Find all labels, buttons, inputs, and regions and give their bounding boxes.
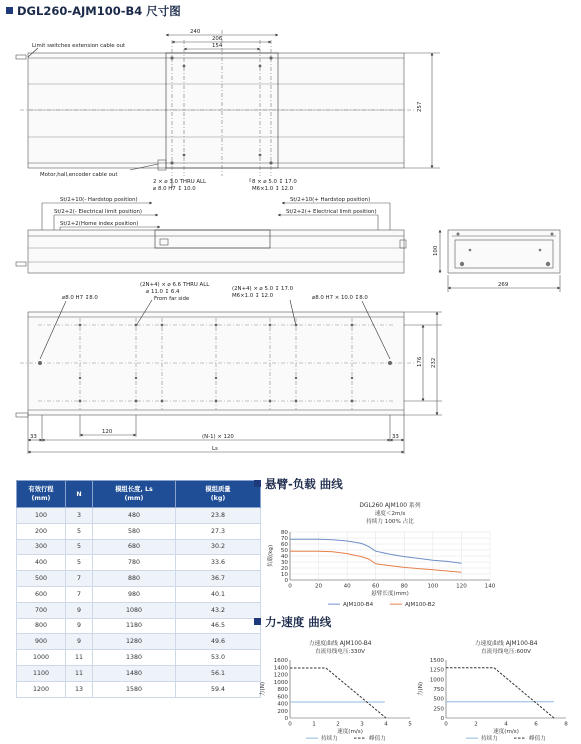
x-tick-label: 6 bbox=[534, 721, 538, 728]
table-row bbox=[17, 681, 261, 697]
legend-label: 持续力 bbox=[321, 736, 338, 742]
cell-mass: 56.1 bbox=[176, 665, 261, 681]
cell-mass: 33.6 bbox=[176, 555, 261, 571]
col-n: N bbox=[66, 481, 93, 508]
x-tick-label: 5 bbox=[408, 721, 412, 728]
force-bullet-icon bbox=[254, 618, 261, 625]
electrical-left-label: St/2+2(- Electrical limit position) bbox=[54, 209, 143, 215]
cell-stroke: 800 bbox=[17, 618, 66, 634]
y-tick-label: 80 bbox=[280, 530, 288, 536]
x-tick-label: 0 bbox=[288, 721, 292, 728]
cell-length: 1180 bbox=[93, 618, 176, 634]
cell-stroke: 500 bbox=[17, 571, 66, 587]
pin-right-label: ⌀8.0 H7 × 10.0 ↧8.0 bbox=[312, 295, 368, 301]
x-tick-label: 2 bbox=[474, 721, 478, 728]
table-row bbox=[17, 571, 261, 587]
x-tick-label: 4 bbox=[504, 721, 508, 728]
force-speed-chart-330v bbox=[256, 636, 416, 742]
x-tick-label: 2 bbox=[336, 721, 340, 728]
cell-length: 580 bbox=[93, 523, 176, 539]
x-axis-label: 悬臂长度(mm) bbox=[371, 591, 409, 598]
legend-label: AJM100-B2 bbox=[405, 602, 436, 608]
table-row bbox=[17, 508, 261, 524]
col-stroke: 有效行程 (mm) bbox=[17, 481, 66, 508]
cell-n: 9 bbox=[66, 602, 93, 618]
y-tick-label: 1600 bbox=[273, 658, 288, 664]
y-axis-label: 力(N) bbox=[418, 681, 424, 697]
y-tick-label: 40 bbox=[280, 554, 288, 560]
thru-note-1: 2 × ⌀ 3.0 THRU ALL bbox=[153, 179, 207, 185]
cell-length: 480 bbox=[93, 508, 176, 524]
cell-length: 1280 bbox=[93, 634, 176, 650]
chart-subtitle: 直流母线电压:330V bbox=[315, 649, 365, 656]
y-tick-label: 0 bbox=[284, 578, 288, 584]
table-row bbox=[17, 523, 261, 539]
y-tick-label: 750 bbox=[433, 687, 444, 693]
legend-label: 峰值力 bbox=[369, 736, 386, 742]
x-tick-label: 80 bbox=[400, 583, 408, 590]
cell-mass: 59.4 bbox=[176, 681, 261, 697]
x-tick-label: 20 bbox=[315, 583, 323, 590]
cell-stroke: 300 bbox=[17, 539, 66, 555]
spec-table bbox=[16, 480, 261, 698]
top-view bbox=[16, 30, 440, 188]
cell-n: 3 bbox=[66, 508, 93, 524]
bottom-note-1: (2N+4) × ⌀ 6.6 THRU ALL bbox=[140, 282, 210, 288]
y-tick-label: 70 bbox=[280, 536, 288, 542]
col-length: 模组长度, Ls (mm) bbox=[93, 481, 176, 508]
y-axis-label: 力(N) bbox=[260, 681, 266, 697]
cell-length: 680 bbox=[93, 539, 176, 555]
y-tick-label: 50 bbox=[280, 548, 288, 554]
x-tick-label: 3 bbox=[360, 721, 364, 728]
pin-left-label: ⌀8.0 H7 ↧8.0 bbox=[62, 295, 98, 301]
y-tick-label: 800 bbox=[277, 687, 288, 693]
dim-176: 176 bbox=[417, 356, 423, 367]
cell-n: 7 bbox=[66, 586, 93, 602]
dim-232: 232 bbox=[431, 357, 437, 368]
cell-length: 1580 bbox=[93, 681, 176, 697]
x-tick-label: 0 bbox=[288, 583, 292, 590]
cell-n: 5 bbox=[66, 539, 93, 555]
x-axis-label: 速度(m/s) bbox=[337, 729, 363, 736]
dim-100: 100 bbox=[433, 245, 439, 256]
cell-mass: 36.7 bbox=[176, 571, 261, 587]
bottom-note-2: ⌀ 11.0 ↧ 6.4 bbox=[146, 289, 180, 295]
cantilever-load-chart bbox=[258, 494, 498, 612]
dim-33-left: 33 bbox=[30, 434, 37, 440]
col-mass: 模组质量 (kg) bbox=[176, 481, 261, 508]
cell-stroke: 1000 bbox=[17, 650, 66, 666]
x-tick-label: 40 bbox=[343, 583, 351, 590]
legend-label: 持续力 bbox=[481, 736, 498, 742]
x-tick-label: 140 bbox=[484, 583, 496, 590]
table-row bbox=[17, 586, 261, 602]
y-tick-label: 0 bbox=[284, 716, 288, 722]
y-tick-label: 500 bbox=[433, 696, 444, 703]
home-index-label: St/2+2(Home index position) bbox=[60, 221, 139, 227]
y-tick-label: 1200 bbox=[273, 672, 288, 679]
y-tick-label: 600 bbox=[277, 694, 288, 701]
y-tick-label: 400 bbox=[277, 701, 288, 708]
dim-ls: Ls bbox=[212, 446, 218, 452]
thru-note-2: ⌀ 8.0 H7 ↧ 10.0 bbox=[153, 186, 196, 192]
y-tick-label: 30 bbox=[280, 560, 288, 566]
y-tick-label: 60 bbox=[280, 542, 288, 548]
dim-154: 154 bbox=[212, 43, 223, 49]
cell-stroke: 1100 bbox=[17, 665, 66, 681]
tap-note-1: 8 × ⌀ 5.0 ↧ 17.0 bbox=[252, 179, 297, 185]
force-header bbox=[254, 614, 331, 630]
spec-table-body bbox=[17, 508, 261, 698]
table-row bbox=[17, 665, 261, 681]
side-view bbox=[16, 203, 560, 292]
chart-subtitle: 速度＜2m/s bbox=[374, 511, 406, 518]
x-tick-label: 120 bbox=[456, 583, 467, 590]
cell-n: 11 bbox=[66, 665, 93, 681]
tap-note-2: M6×1.0 ↧ 12.0 bbox=[252, 186, 294, 192]
cell-mass: 53.0 bbox=[176, 650, 261, 666]
y-tick-label: 0 bbox=[440, 716, 444, 722]
chart-subtitle: 持续力 100% 占比 bbox=[366, 519, 414, 526]
dim-269: 269 bbox=[498, 282, 509, 288]
y-tick-label: 200 bbox=[277, 708, 288, 715]
cell-n: 5 bbox=[66, 523, 93, 539]
cell-n: 7 bbox=[66, 571, 93, 587]
x-tick-label: 8 bbox=[564, 721, 568, 728]
limit-cable-label: Limit switches extension cable out bbox=[32, 43, 126, 49]
cantilever-header-text: 悬臂-负载 曲线 bbox=[265, 477, 343, 491]
force-speed-chart-600v bbox=[414, 636, 579, 742]
table-row bbox=[17, 634, 261, 650]
y-tick-label: 250 bbox=[433, 706, 444, 713]
x-tick-label: 1 bbox=[312, 721, 316, 728]
table-row bbox=[17, 618, 261, 634]
cell-stroke: 400 bbox=[17, 555, 66, 571]
y-axis-label: 负载(kg) bbox=[268, 544, 274, 568]
dim-120: 120 bbox=[102, 429, 113, 435]
force-header-text: 力-速度 曲线 bbox=[265, 615, 332, 629]
legend-label: AJM100-B4 bbox=[343, 602, 374, 608]
y-tick-label: 1250 bbox=[429, 667, 444, 674]
legend-label: 峰值力 bbox=[529, 736, 546, 742]
bottom-note-3: From far side bbox=[154, 296, 190, 302]
dim-257: 257 bbox=[417, 101, 423, 112]
dim-33-right: 33 bbox=[392, 434, 399, 440]
cell-length: 1080 bbox=[93, 602, 176, 618]
table-row bbox=[17, 555, 261, 571]
cell-mass: 49.6 bbox=[176, 634, 261, 650]
bottom-note-5: M6×1.0 ↧ 12.0 bbox=[232, 293, 274, 299]
y-tick-label: 1000 bbox=[273, 679, 288, 686]
cell-stroke: 600 bbox=[17, 586, 66, 602]
x-tick-label: 0 bbox=[444, 721, 448, 728]
cell-stroke: 700 bbox=[17, 602, 66, 618]
chart-title: 力速度曲线 AJM100-B4 bbox=[308, 641, 372, 647]
electrical-right-label: St/2+2(+ Electrical limit position) bbox=[286, 209, 377, 215]
table-row bbox=[17, 650, 261, 666]
x-tick-label: 60 bbox=[372, 583, 380, 590]
motor-cable-label: Motor,hall,encoder cable out bbox=[40, 172, 118, 178]
chart-subtitle: 直流母线电压:600V bbox=[481, 649, 531, 656]
chart-title: 力速度曲线 AJM100-B4 bbox=[474, 641, 538, 647]
cell-mass: 43.2 bbox=[176, 602, 261, 618]
bottom-note-4: (2N+4) × ⌀ 5.0 ↧ 17.0 bbox=[232, 286, 294, 292]
series-line-1 bbox=[290, 668, 386, 718]
cell-n: 9 bbox=[66, 618, 93, 634]
cell-length: 1480 bbox=[93, 665, 176, 681]
title-text: DGL260-AJM100-B4 尺寸图 bbox=[17, 4, 181, 18]
y-tick-label: 1000 bbox=[429, 677, 444, 684]
series-line-1 bbox=[446, 668, 554, 718]
cell-length: 780 bbox=[93, 555, 176, 571]
cell-length: 1380 bbox=[93, 650, 176, 666]
x-tick-label: 4 bbox=[384, 721, 388, 728]
x-tick-label: 100 bbox=[427, 583, 439, 590]
cantilever-header bbox=[254, 476, 343, 492]
y-tick-label: 1500 bbox=[429, 658, 444, 664]
hardstop-right-label: St/2+10(+ Hardstop position) bbox=[290, 197, 371, 203]
dim-240: 240 bbox=[190, 29, 201, 35]
cell-mass: 27.3 bbox=[176, 523, 261, 539]
cell-stroke: 900 bbox=[17, 634, 66, 650]
cell-stroke: 200 bbox=[17, 523, 66, 539]
cell-mass: 46.5 bbox=[176, 618, 261, 634]
hardstop-left-label: St/2+10(- Hardstop position) bbox=[60, 197, 138, 203]
table-row bbox=[17, 602, 261, 618]
y-tick-label: 20 bbox=[280, 566, 288, 572]
y-tick-label: 1400 bbox=[273, 665, 288, 672]
cell-n: 9 bbox=[66, 634, 93, 650]
cell-mass: 23.8 bbox=[176, 508, 261, 524]
x-axis-label: 速度(m/s) bbox=[493, 729, 519, 736]
chart-title: DGL260 AJM100 系列 bbox=[359, 503, 421, 509]
y-tick-label: 10 bbox=[280, 572, 288, 578]
cell-stroke: 1200 bbox=[17, 681, 66, 697]
cell-n: 11 bbox=[66, 650, 93, 666]
cell-mass: 40.1 bbox=[176, 586, 261, 602]
dim-pitch: (N-1) × 120 bbox=[202, 434, 234, 440]
cell-length: 880 bbox=[93, 571, 176, 587]
cell-stroke: 100 bbox=[17, 508, 66, 524]
cell-n: 5 bbox=[66, 555, 93, 571]
cell-mass: 30.2 bbox=[176, 539, 261, 555]
cell-n: 13 bbox=[66, 681, 93, 697]
table-row bbox=[17, 539, 261, 555]
cell-length: 980 bbox=[93, 586, 176, 602]
cantilever-bullet-icon bbox=[254, 480, 261, 487]
dim-206: 206 bbox=[212, 36, 223, 42]
